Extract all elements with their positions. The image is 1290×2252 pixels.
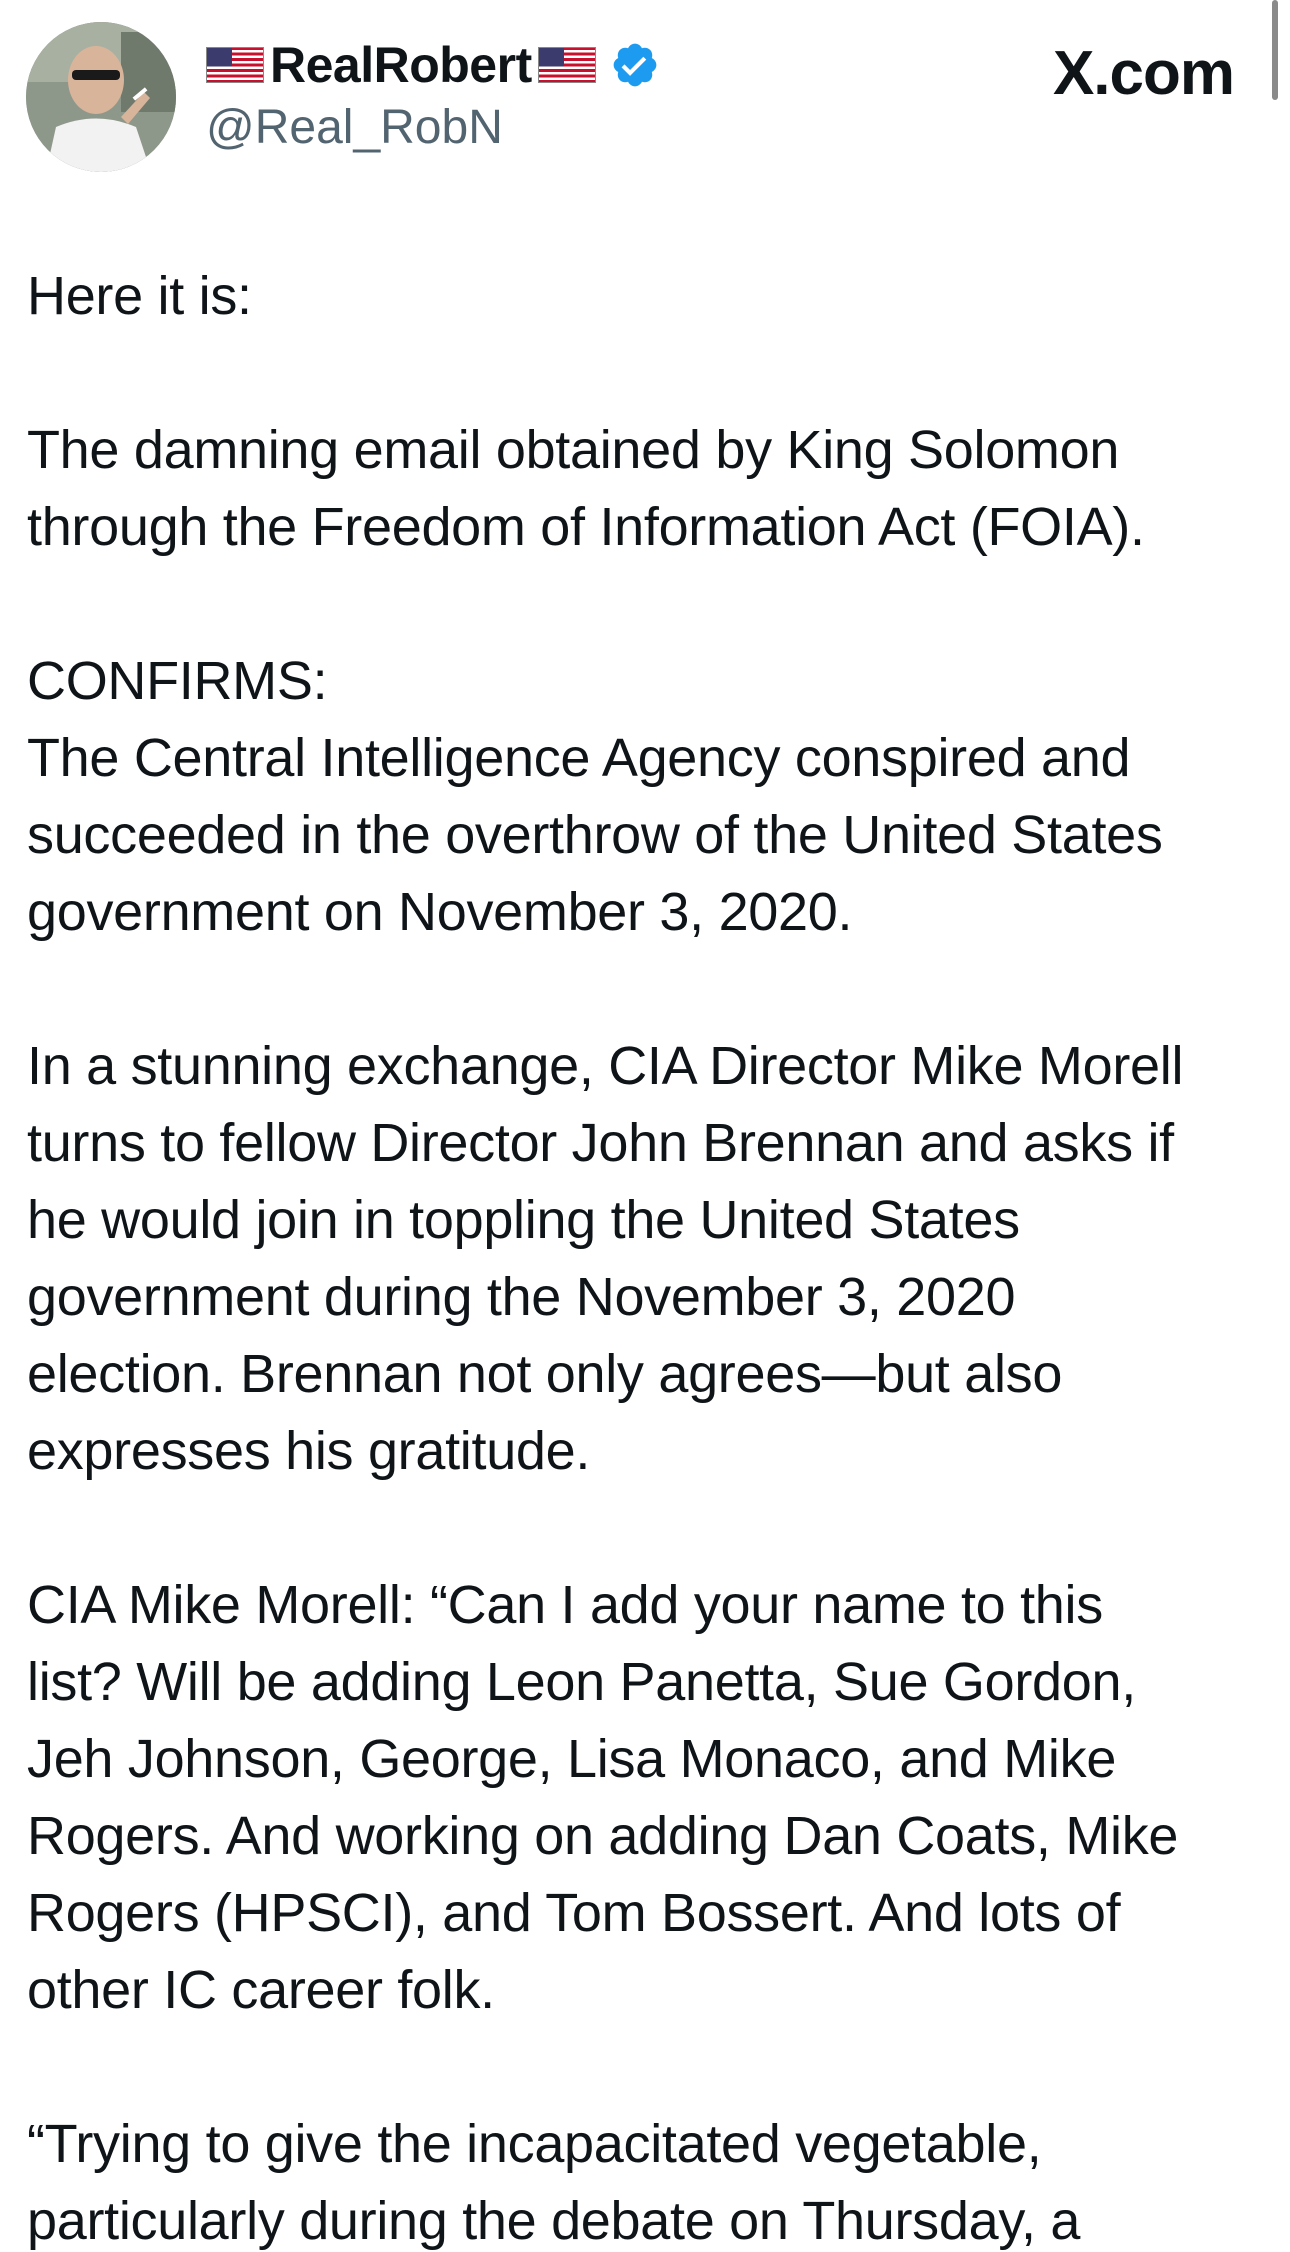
us-flag-icon xyxy=(538,47,596,83)
tweet-text-line: Here it is: xyxy=(27,266,252,326)
us-flag-icon xyxy=(206,47,264,83)
tweet-text-line: CONFIRMS: xyxy=(27,651,328,711)
tweet-text-line: In a stunning exchange, CIA Director Mike Morell xyxy=(27,1036,1184,1096)
tweet-text-line: “Trying to give the incapacitated vegetable, xyxy=(27,2114,1042,2174)
tweet-text-line: particularly during the debate on Thursday, a xyxy=(27,2191,1081,2251)
tweet-text-line: through the Freedom of Information Act (FOIA). xyxy=(27,497,1145,557)
verified-badge-icon xyxy=(610,40,660,90)
display-name[interactable]: RealRobert xyxy=(270,37,532,93)
paragraph-gap xyxy=(27,2029,1267,2106)
tweet-text-line: turns to fellow Director John Brennan and asks if xyxy=(27,1113,1174,1173)
scrollbar[interactable] xyxy=(1272,0,1278,100)
tweet-text-line: election. Brennan not only agrees—but also xyxy=(27,1344,1063,1404)
paragraph-gap xyxy=(27,951,1267,1028)
paragraph-gap xyxy=(27,335,1267,412)
paragraph-gap xyxy=(27,566,1267,643)
tweet-text-line: Rogers. And working on adding Dan Coats, Mike xyxy=(27,1806,1179,1866)
avatar[interactable] xyxy=(26,22,176,172)
tweet-text-line: Rogers (HPSCI), and Tom Bossert. And lots of xyxy=(27,1883,1121,1943)
paragraph-gap xyxy=(27,1490,1267,1567)
user-handle[interactable]: @Real_RobN xyxy=(206,101,503,154)
site-logo: X.com xyxy=(1052,39,1234,108)
avatar-photo xyxy=(26,22,176,172)
tweet-text-line: government on November 3, 2020. xyxy=(27,882,853,942)
tweet-text-line: expresses his gratitude. xyxy=(27,1421,591,1481)
tweet-text-line: The Central Intelligence Agency conspired and xyxy=(27,728,1131,788)
tweet-text-line: other IC career folk. xyxy=(27,1960,495,2020)
tweet-text-line: he would join in toppling the United States xyxy=(27,1190,1020,1250)
tweet-text-line: list? Will be adding Leon Panetta, Sue Gordon, xyxy=(27,1652,1136,1712)
tweet-text-line: government during the November 3, 2020 xyxy=(27,1267,1016,1327)
display-name-row[interactable] xyxy=(206,30,660,100)
tweet-text-line: The damning email obtained by King Solomon xyxy=(27,420,1120,480)
tweet-text-line: succeeded in the overthrow of the United States xyxy=(27,805,1163,865)
tweet-text-line: Jeh Johnson, George, Lisa Monaco, and Mike xyxy=(27,1729,1117,1789)
tweet-text-line: CIA Mike Morell: “Can I add your name to this xyxy=(27,1575,1103,1635)
tweet-header xyxy=(0,0,1290,200)
tweet-text xyxy=(27,258,1267,2252)
